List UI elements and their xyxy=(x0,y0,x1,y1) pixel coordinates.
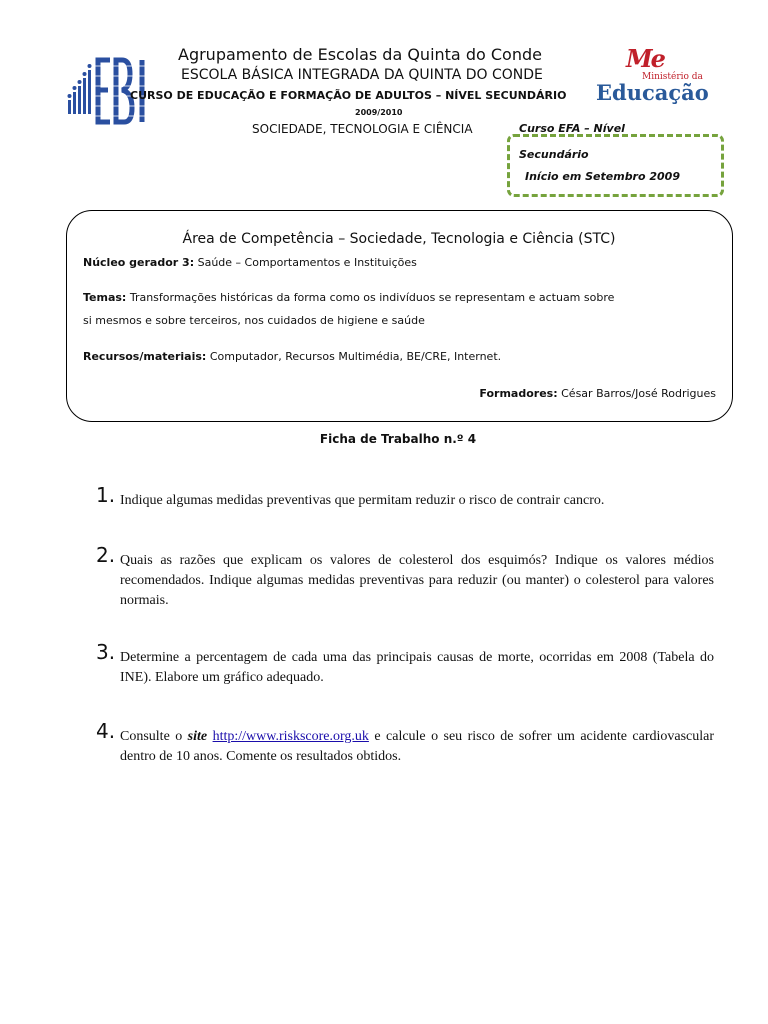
question-3 xyxy=(96,640,714,688)
area-line: SOCIEDADE, TECNOLOGIA E CIÊNCIA xyxy=(252,122,473,136)
temas-label: Temas: xyxy=(83,291,127,304)
course-type-tail: Curso EFA – Nível xyxy=(519,122,625,135)
course-badge-line2: Início em Setembro 2009 xyxy=(525,170,680,183)
question-text: Quais as razões que explicam os valores de colesterol dos esquimós? Indique os valores médios recomendados. Indique algumas medidas preventivas para reduzir (ou manter) o colesterol para valores normais. xyxy=(120,553,714,608)
question-text xyxy=(120,727,714,767)
competence-area-title: Área de Competência – Sociedade, Tecnologia e Ciência (STC) xyxy=(182,231,616,247)
nucleo-line xyxy=(83,256,417,269)
question-number: 4. xyxy=(96,719,116,743)
formadores-label: Formadores: xyxy=(479,387,558,400)
formadores-value: César Barros/José Rodrigues xyxy=(561,387,716,400)
question-number: 1. xyxy=(96,483,116,507)
question-number: 2. xyxy=(96,543,116,567)
course-line: CURSO DE EDUCAÇÃO E FORMAÇÃO DE ADULTOS – NÍVEL SECUNDÁRIO xyxy=(130,89,567,102)
formadores-line xyxy=(479,387,716,400)
question-2 xyxy=(96,543,714,611)
ministry-small-text: Ministério da xyxy=(642,72,703,82)
nucleo-label: Núcleo gerador 3: xyxy=(83,256,195,269)
question-1 xyxy=(96,483,714,511)
temas-value-1: Transformações históricas da forma como os indivíduos se representam e actuam sobre xyxy=(129,291,615,304)
nucleo-value: Saúde – Comportamentos e Instituições xyxy=(197,256,417,269)
question-text-after: e calcule o seu risco de sofrer um acidente cardiovascular dentro de 10 anos. Comente os resultados obtidos. xyxy=(120,729,715,764)
riskscore-link[interactable]: http://www.riskscore.org.uk xyxy=(212,729,369,744)
question-text: Indique algumas medidas preventivas que permitam reduzir o risco de contrair cancro. xyxy=(120,493,605,508)
question-text-italic: site xyxy=(187,729,208,744)
temas-line-2: si mesmos e sobre terceiros, nos cuidados de higiene e saúde xyxy=(83,314,425,327)
recursos-value: Computador, Recursos Multimédia, BE/CRE, Internet. xyxy=(209,350,502,363)
school-year: 2009/2010 xyxy=(355,108,403,117)
recursos-line xyxy=(83,350,501,363)
question-4 xyxy=(96,719,715,767)
question-text: Determine a percentagem de cada uma das principais causas de morte, ocorridas em 2008 (Tabela do INE). Elabore um gráfico adequado. xyxy=(120,650,714,685)
temas-line-1 xyxy=(83,291,614,304)
question-text-before: Consulte o xyxy=(120,729,183,744)
course-badge-line1: Secundário xyxy=(519,148,589,161)
ministry-logo xyxy=(594,44,709,106)
question-number: 3. xyxy=(96,640,116,664)
ministry-mark: Me xyxy=(626,44,664,73)
course-badge xyxy=(507,134,724,197)
recursos-label: Recursos/materiais: xyxy=(83,350,207,363)
school-group-title: Agrupamento de Escolas da Quinta do Conde xyxy=(178,45,542,64)
ministry-big-text: Educação xyxy=(596,80,709,105)
worksheet-title: Ficha de Trabalho n.º 4 xyxy=(319,432,477,446)
school-name: ESCOLA BÁSICA INTEGRADA DA QUINTA DO CONDE xyxy=(181,67,543,83)
